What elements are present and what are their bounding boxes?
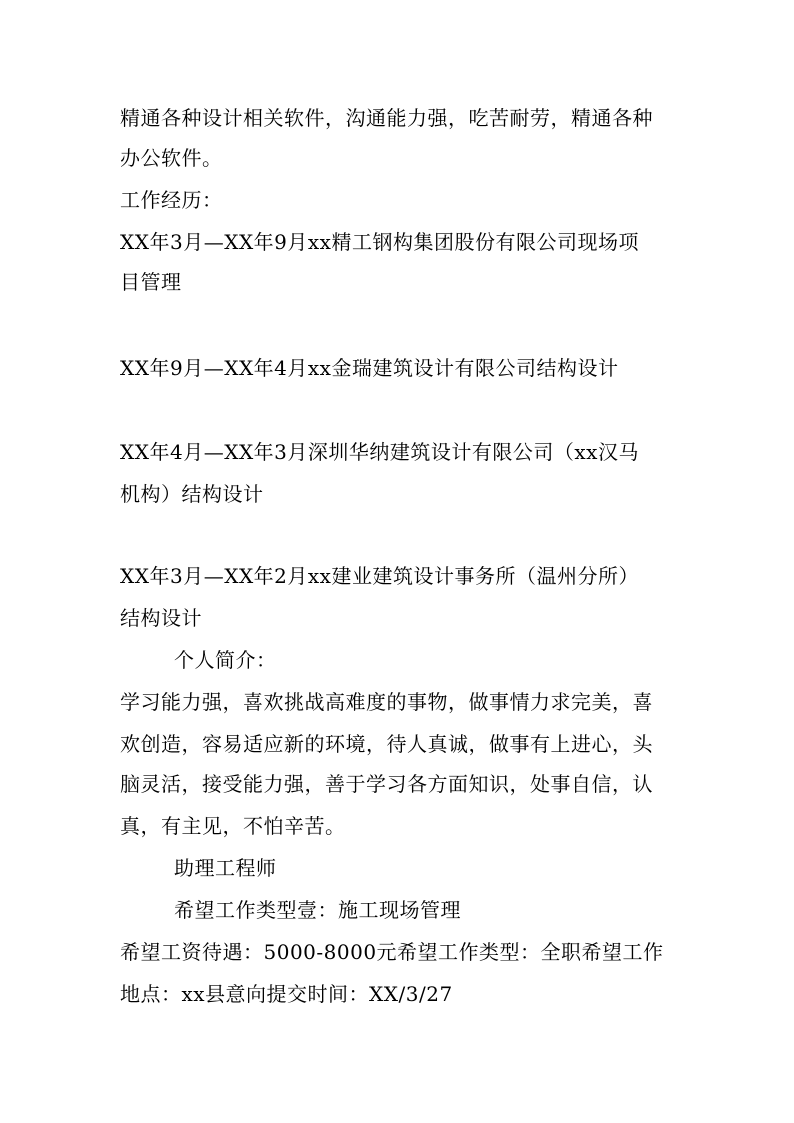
skills-line-2: 办公软件。	[120, 146, 223, 170]
work-entry-4-line-1: XX年3月—XX年2月xx建业建筑设计事务所（温州分所）	[120, 564, 639, 588]
work-entry-1-line-2: 目管理	[120, 270, 182, 294]
profile-heading: 个人简介：	[174, 648, 277, 672]
work-entry-2-line-1: XX年9月—XX年4月xx金瑞建筑设计有限公司结构设计	[120, 356, 619, 380]
work-experience-heading: 工作经历：	[120, 188, 223, 212]
job-intention-line-2: 地点：xx县意向提交时间：XX/3/27	[120, 982, 453, 1006]
work-entry-3-line-2: 机构）结构设计	[120, 482, 264, 506]
work-entry-1-line-1: XX年3月—XX年9月xx精工钢构集团股份有限公司现场项	[120, 230, 639, 254]
profile-line-4: 真，有主见，不怕辛苦。	[120, 814, 346, 838]
job-title: 助理工程师	[174, 856, 277, 880]
job-intention-line-1: 希望工资待遇：5000-8000元希望工作类型：全职希望工作	[120, 940, 664, 964]
work-entry-4-line-2: 结构设计	[120, 606, 202, 630]
job-type-one: 希望工作类型壹：施工现场管理	[174, 898, 461, 922]
profile-line-3: 脑灵活，接受能力强，善于学习各方面知识，处事自信，认	[120, 772, 653, 796]
profile-line-1: 学习能力强，喜欢挑战高难度的事物，做事情力求完美，喜	[120, 690, 653, 714]
profile-line-2: 欢创造，容易适应新的环境，待人真诚，做事有上进心，头	[120, 732, 653, 756]
skills-line-1: 精通各种设计相关软件，沟通能力强，吃苦耐劳，精通各种	[120, 106, 653, 130]
work-entry-3-line-1: XX年4月—XX年3月深圳华纳建筑设计有限公司（xx汉马	[120, 440, 639, 464]
